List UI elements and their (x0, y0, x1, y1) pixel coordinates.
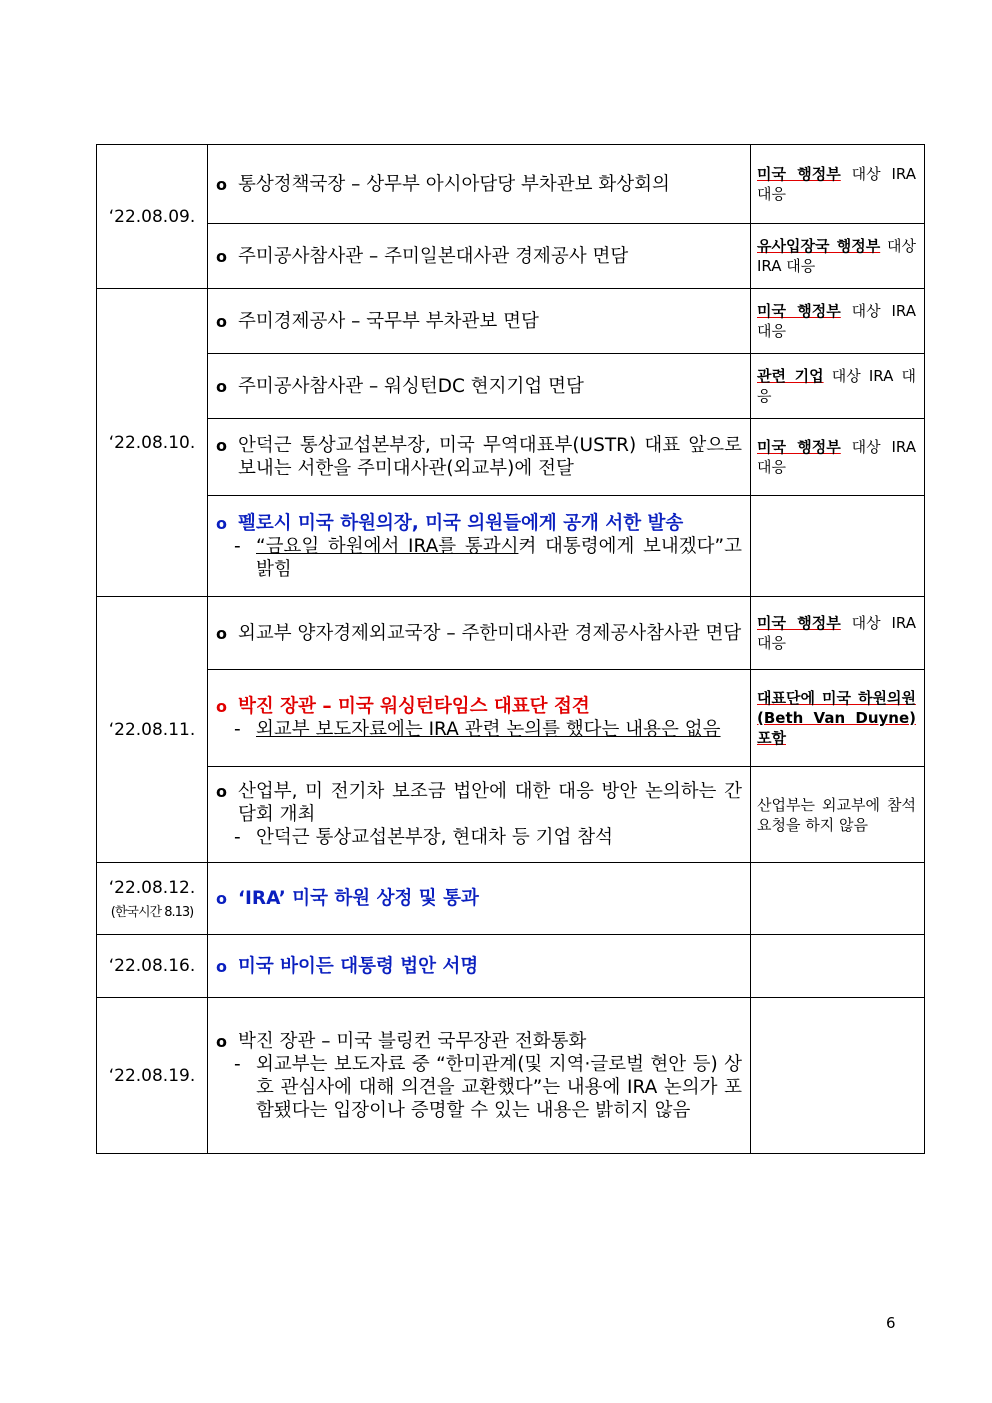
date: ‘22.08.11. (108, 719, 196, 740)
note-emphasis: 관련 기업 (757, 367, 824, 385)
bullet-icon: o (216, 513, 227, 533)
bullet-icon: o (216, 174, 227, 194)
bullet-icon: o (216, 623, 227, 643)
event-item (216, 310, 742, 333)
note-cell (751, 289, 925, 354)
date: ‘22.08.09. (108, 206, 196, 227)
event-text: 안덕근 통상교섭본부장, 미국 무역대표부(USTR) 대표 앞으로 보내는 서한을 주미대사관(외교부)에 전달 (238, 435, 742, 479)
event-item (216, 245, 742, 268)
sub-text: 외교부는 보도자료 중 “한미관계(및 지역·글로벌 현안 등) 상호 관심사에 대해 의견을 교환했다”는 내용에 IRA 논의가 포함됐다는 입장이나 증명할 수 있는 내용은 밝히지 않음 (256, 1053, 742, 1121)
note-tail: 대상 IRA 대응 (757, 367, 917, 405)
event-text: 통상정책국장 – 상무부 아시아담당 부차관보 화상회의 (238, 173, 670, 195)
date: ‘22.08.12. (108, 877, 196, 898)
event-item (216, 375, 742, 398)
sub-item (216, 535, 742, 581)
date: ‘22.08.10. (108, 432, 196, 453)
note-tail: 대상 IRA 대응 (757, 614, 916, 652)
bullet-icon: o (216, 782, 227, 801)
note-cell (751, 224, 925, 289)
event-cell (208, 670, 751, 767)
note-cell (751, 935, 925, 998)
sub-text-underlined: “금요일 하원에서 IRA를 통과시 (256, 535, 519, 557)
date-cell (97, 145, 208, 289)
note-cell (751, 496, 925, 597)
dash-icon: - (234, 827, 241, 848)
note-emphasis: 유사입장국 행정부 (757, 237, 881, 255)
sub-text: 켜 대통령에게 보내겠다”고 밝힘 (256, 535, 742, 580)
note-cell (751, 998, 925, 1154)
event-text: 펠로시 미국 하원의장, 미국 의원들에게 공개 서한 발송 (238, 512, 684, 534)
event-text: 산업부, 미 전기차 보조금 법안에 대한 대응 방안 논의하는 간담회 개최 (238, 781, 742, 825)
bullet-icon: o (216, 956, 227, 976)
event-text: 주미공사참사관 – 주미일본대사관 경제공사 면담 (238, 245, 629, 267)
event-text: 미국 바이든 대통령 법안 서명 (238, 955, 479, 977)
note-cell (751, 597, 925, 670)
note-text (757, 164, 916, 204)
note-text (757, 301, 916, 341)
bullet-icon: o (216, 376, 227, 396)
bullet-icon: o (216, 436, 227, 455)
event-cell (208, 998, 751, 1154)
bullet-icon: o (216, 246, 227, 266)
bullet-icon: o (216, 1031, 227, 1051)
event-item (216, 955, 742, 978)
note-text (757, 613, 916, 653)
note-tail: 대상 IRA 대응 (757, 438, 916, 476)
event-cell (208, 145, 751, 224)
note-emphasis: 미국 행정부 (757, 438, 841, 456)
page-number: 6 (886, 1314, 896, 1332)
date: ‘22.08.16. (108, 956, 196, 976)
event-text: 주미공사참사관 – 워싱턴DC 현지기업 면담 (238, 375, 584, 397)
note-cell (751, 863, 925, 935)
dash-icon: - (234, 1053, 241, 1075)
note-tail: 대상 IRA 대응 (757, 237, 916, 275)
event-cell (208, 289, 751, 354)
sub-text: 외교부 보도자료에는 IRA 관련 논의를 했다는 내용은 없음 (256, 719, 721, 740)
date-cell (97, 597, 208, 863)
sub-text: 안덕근 통상교섭본부장, 현대차 등 기업 참석 (256, 827, 613, 848)
event-item (216, 434, 742, 480)
bullet-icon: o (216, 311, 227, 331)
event-cell (208, 767, 751, 863)
sub-item (216, 1053, 742, 1122)
note-cell (751, 670, 925, 767)
event-cell (208, 354, 751, 419)
date: ‘22.08.19. (108, 1065, 196, 1086)
date-cell (97, 935, 208, 998)
note-emphasis: 미국 행정부 (757, 302, 841, 320)
note-cell (751, 354, 925, 419)
event-text: 박진 장관 – 미국 워싱턴타임스 대표단 접견 (238, 696, 590, 717)
dash-icon: - (234, 535, 241, 557)
bullet-icon: o (216, 697, 227, 716)
event-item (216, 622, 742, 645)
event-cell (208, 863, 751, 935)
event-item (216, 695, 742, 718)
date-cell (97, 998, 208, 1154)
timeline-table (96, 144, 925, 1154)
note-tail: 대상 IRA 대응 (757, 302, 916, 340)
event-item (216, 1030, 742, 1053)
note-text (757, 236, 916, 276)
dash-icon: - (234, 719, 241, 740)
event-cell (208, 419, 751, 496)
event-item (216, 887, 742, 910)
sub-item (216, 826, 742, 849)
event-text: 박진 장관 – 미국 블링컨 국무장관 전화통화 (238, 1030, 587, 1052)
event-item (216, 780, 742, 826)
note-cell (751, 419, 925, 496)
event-cell (208, 597, 751, 670)
event-item (216, 512, 742, 535)
event-text: 외교부 양자경제외교국장 – 주한미대사관 경제공사참사관 면담 (238, 622, 742, 644)
note-text (757, 366, 916, 406)
note-emphasis: 미국 행정부 (757, 165, 841, 183)
date-cell (97, 289, 208, 597)
event-text: 주미경제공사 – 국무부 부차관보 면담 (238, 310, 539, 332)
bullet-icon: o (216, 889, 227, 908)
note-cell (751, 767, 925, 863)
event-cell (208, 935, 751, 998)
sub-item (216, 718, 742, 741)
event-cell (208, 496, 751, 597)
date-subtext: (한국시간 8.13) (110, 904, 194, 920)
event-item (216, 173, 742, 196)
note-text (757, 437, 916, 477)
date-cell (97, 863, 208, 935)
note-text: 산업부는 외교부에 참석 요청을 하지 않음 (757, 795, 916, 834)
event-text: ‘IRA’ 미국 하원 상정 및 통과 (238, 888, 479, 909)
note-text: 대표단에 미국 하원의원(Beth Van Duyne) 포함 (757, 689, 916, 747)
event-cell (208, 224, 751, 289)
note-cell (751, 145, 925, 224)
note-tail: 대상 IRA 대응 (757, 165, 916, 203)
note-emphasis: 미국 행정부 (757, 614, 841, 632)
